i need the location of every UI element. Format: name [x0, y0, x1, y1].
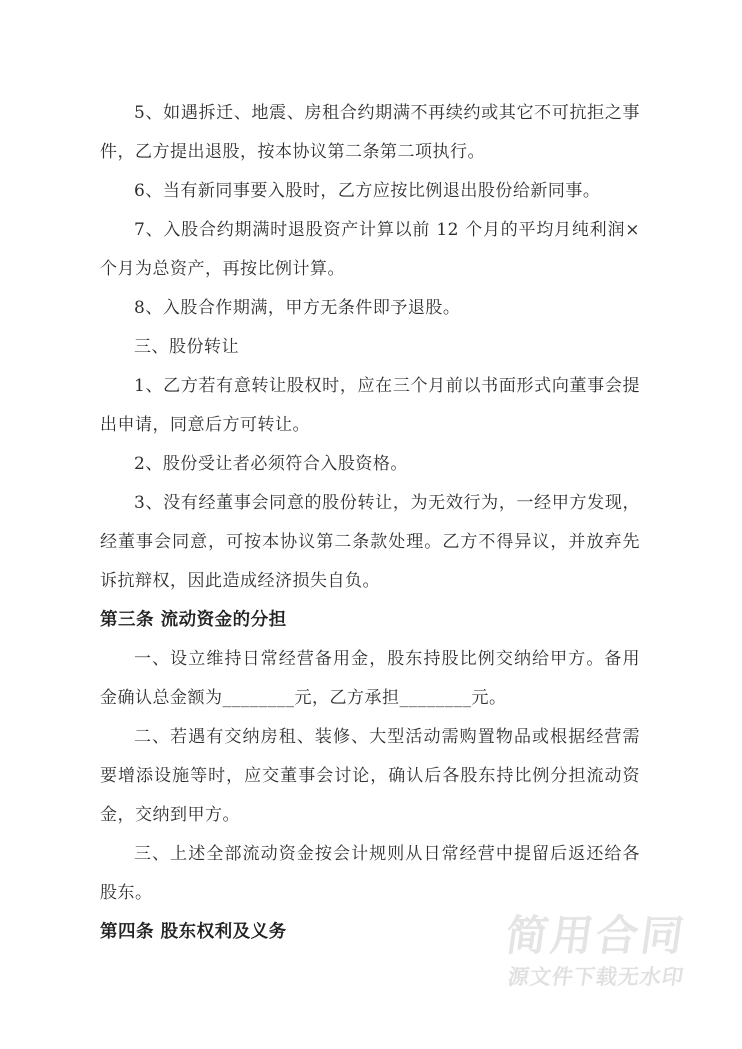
clause-2-item-6: 6、当有新同事要入股时，乙方应按比例退出股份给新同事。 — [134, 181, 601, 201]
clause-2-item-8: 8、入股合作期满，甲方无条件即予退股。 — [134, 298, 461, 318]
clause-2-section-3: 三、股份转让 — [134, 337, 239, 357]
contract-body — [100, 94, 640, 952]
clause-2-item-5: 5、如遇拆迁、地震、房租合约期满不再续约或其它不可抗拒之事件，乙方提出退股，按本协议第二条第二项执行。 — [100, 103, 640, 162]
transfer-item-2: 2、股份受让者必须符合入股资格。 — [134, 454, 408, 474]
watermark-brand-text: 简用合同 — [502, 911, 690, 960]
watermark-subtitle-text: 源文件下载无水印 — [506, 965, 686, 989]
clause-2-item-7: 7、入股合约期满时退股资产计算以前 12 个月的平均月纯利润×个月为总资产，再按比例计算。 — [100, 220, 640, 279]
transfer-item-3: 3、没有经董事会同意的股份转让，为无效行为，一经甲方发现，经董事会同意，可按本协议第二条款处理。乙方不得异议，并放弃先诉抗辩权，因此造成经济损失自负。 — [100, 493, 640, 591]
article-4-heading: 第四条 股东权利及义务 — [100, 922, 287, 942]
article-3-item-3: 三、上述全部流动资金按会计规则从日常经营中提留后返还给各股东。 — [100, 844, 640, 903]
article-3-heading: 第三条 流动资金的分担 — [100, 610, 287, 630]
transfer-item-1: 1、乙方若有意转让股权时，应在三个月前以书面形式向董事会提出申请，同意后方可转让。 — [100, 376, 640, 435]
article-3-item-1: 一、设立维持日常经营备用金，股东持股比例交纳给甲方。备用金确认总金额为________元，乙方承担________元。 — [100, 649, 640, 708]
article-3-item-2: 二、若遇有交纳房租、装修、大型活动需购置物品或根据经营需要增添设施等时，应交董事会讨论，确认后各股东持比例分担流动资金，交纳到甲方。 — [100, 727, 640, 825]
